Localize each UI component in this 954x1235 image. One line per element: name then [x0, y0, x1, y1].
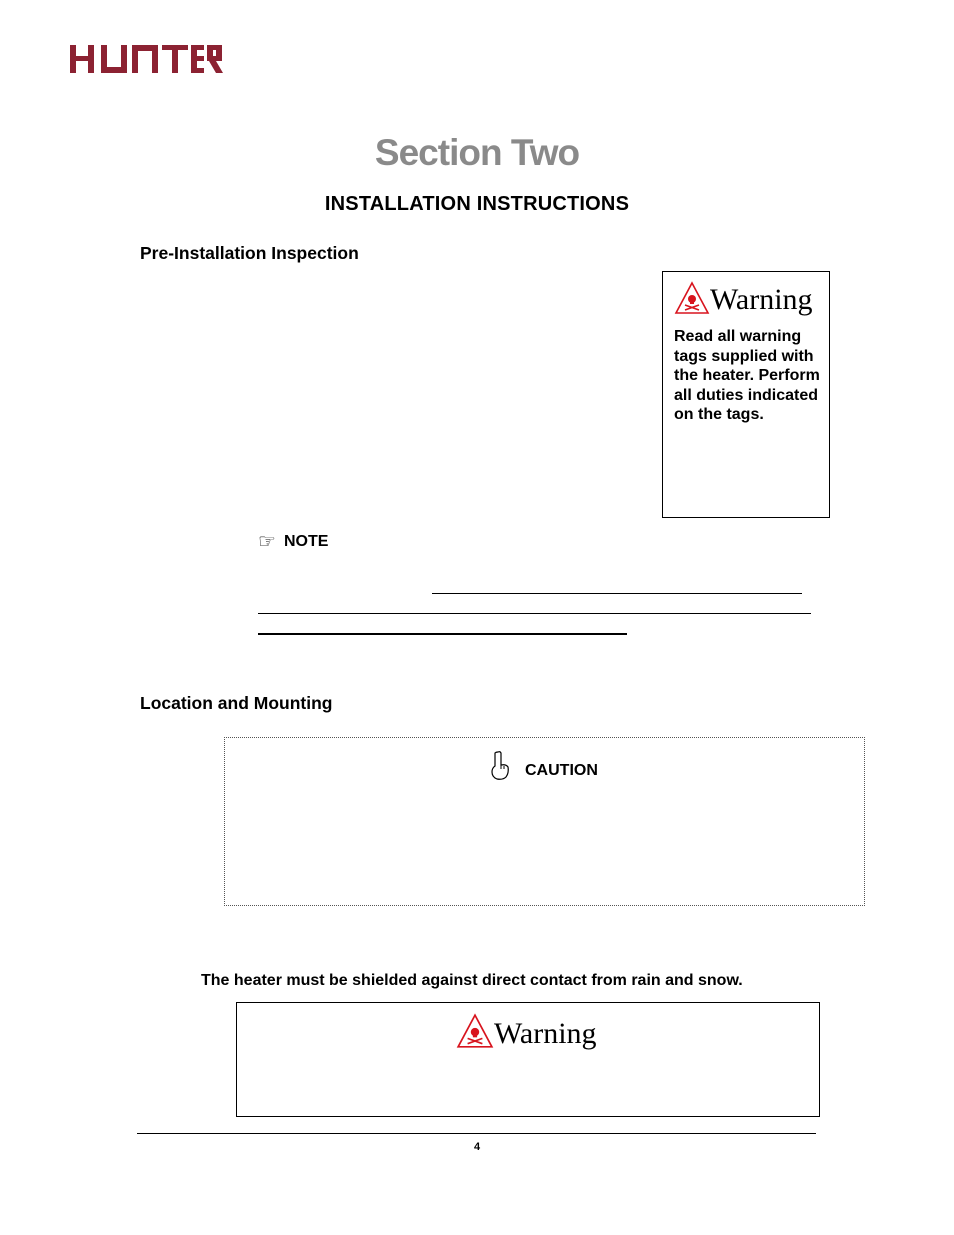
underline-rule	[258, 633, 627, 635]
note-label: NOTE	[283, 533, 329, 550]
footer-rule	[137, 1133, 816, 1134]
hunter-logo	[68, 42, 224, 76]
warning-box-tags	[662, 271, 830, 518]
warning-header	[456, 1013, 597, 1049]
section-title: Section Two	[374, 132, 580, 173]
pointing-hand-icon: ☞	[258, 531, 276, 553]
underline-rule	[258, 613, 811, 614]
caution-label: CAUTION	[525, 762, 598, 779]
warning-label: Warning	[494, 1017, 597, 1050]
caution-header	[489, 750, 598, 780]
raised-finger-icon	[489, 750, 511, 780]
skull-warning-triangle-icon	[456, 1013, 494, 1049]
skull-warning-triangle-icon	[674, 281, 710, 315]
pre-installation-heading: Pre-Installation Inspection	[140, 243, 359, 263]
warning-label: Warning	[710, 283, 813, 316]
installation-instructions-title: INSTALLATION INSTRUCTIONS	[324, 193, 630, 215]
warning-box-mounting	[236, 1002, 820, 1117]
caution-box	[224, 737, 865, 906]
warning-text: Read all warning tags supplied with the heater. Perform all duties indicated on the tags.	[674, 328, 820, 424]
note-row	[258, 532, 328, 552]
page-number: 4	[473, 1141, 481, 1153]
underline-rule	[432, 593, 802, 594]
shield-instruction-text: The heater must be shielded against direct contact from rain and snow.	[201, 972, 743, 989]
location-mounting-heading: Location and Mounting	[140, 693, 333, 713]
warning-header	[674, 281, 813, 315]
